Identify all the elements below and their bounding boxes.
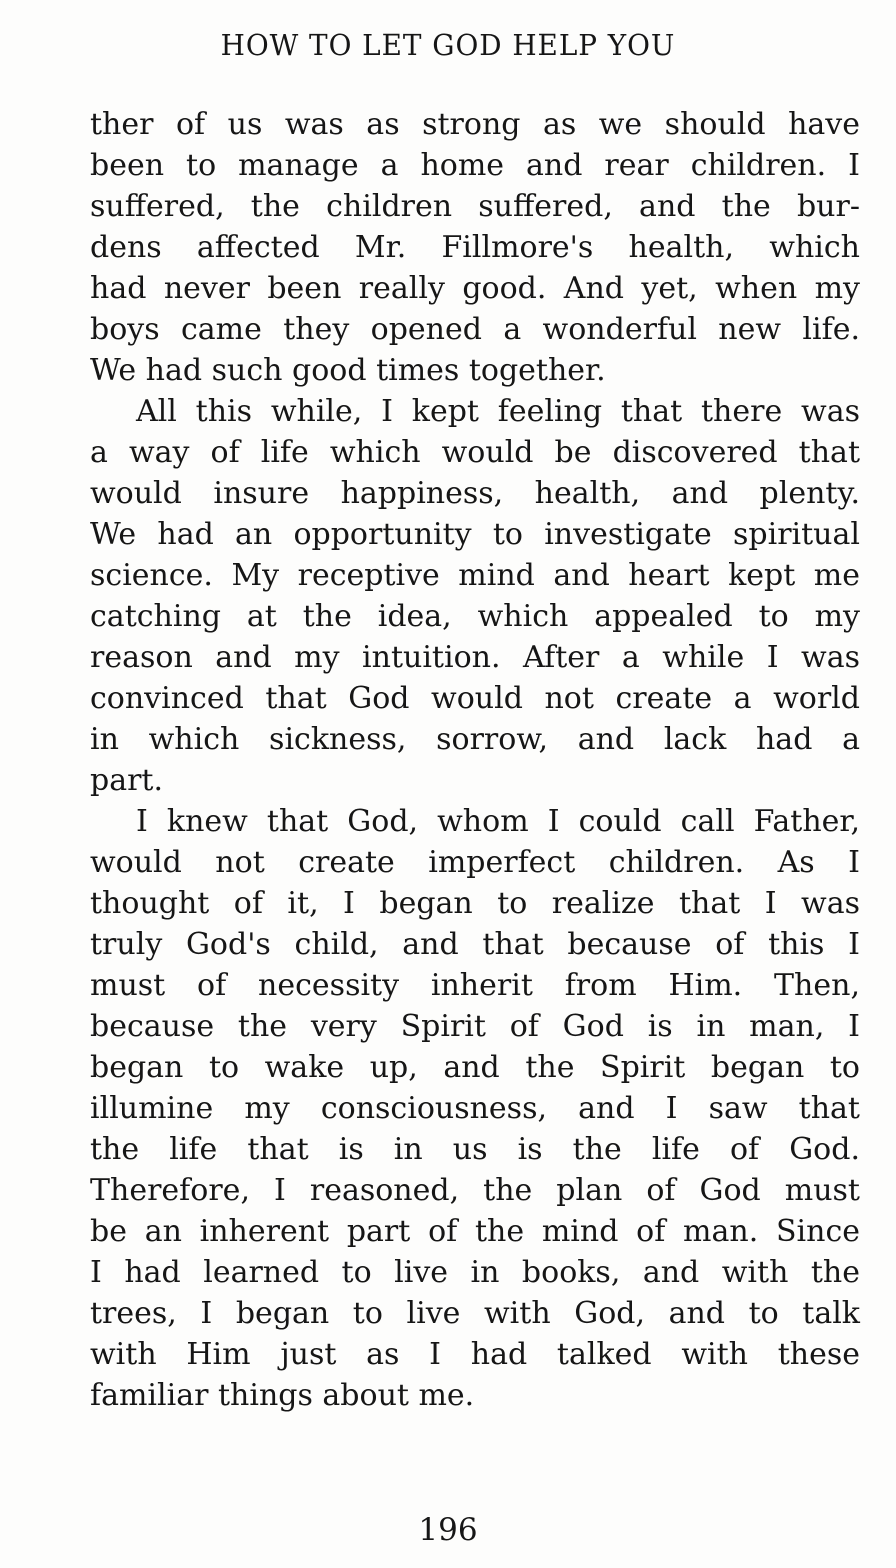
text-line: Therefore, I reasoned, the plan of God must [90, 1173, 860, 1208]
text-line: dens affected Mr. Fillmore's health, which [90, 230, 860, 265]
text-line: began to wake up, and the Spirit began to [90, 1050, 860, 1085]
text-line: be an inherent part of the mind of man. Since [90, 1214, 860, 1249]
text-line: convinced that God would not create a world [90, 681, 860, 716]
text-line: We had an opportunity to investigate spiritual [90, 517, 860, 552]
text-line: been to manage a home and rear children. I [90, 148, 860, 183]
text-line: thought of it, I began to realize that I was [90, 886, 860, 921]
text-line: I knew that God, whom I could call Father, [136, 804, 860, 839]
text-line: had never been really good. And yet, when my [90, 271, 860, 306]
text-line: We had such good times together. [90, 353, 606, 388]
text-line: truly God's child, and that because of this I [90, 927, 860, 962]
text-line: reason and my intuition. After a while I was [90, 640, 860, 675]
page-body [90, 104, 860, 1416]
text-line: would insure happiness, health, and plenty. [90, 476, 860, 511]
text-line: science. My receptive mind and heart kept me [90, 558, 860, 593]
text-line: would not create imperfect children. As I [90, 845, 860, 880]
text-line: familiar things about me. [90, 1378, 475, 1413]
text-line: must of necessity inherit from Him. Then, [90, 968, 860, 1003]
text-line: illumine my consciousness, and I saw that [90, 1091, 860, 1126]
text-line: All this while, I kept feeling that there was [136, 394, 860, 429]
page-number: 196 [418, 1512, 478, 1548]
text-line: suffered, the children suffered, and the bur- [90, 189, 860, 224]
text-line: ther of us was as strong as we should have [90, 107, 860, 142]
text-line: in which sickness, sorrow, and lack had a [90, 722, 860, 757]
text-line: trees, I began to live with God, and to talk [90, 1296, 860, 1331]
text-line: part. [90, 763, 164, 798]
text-line: boys came they opened a wonderful new life. [90, 312, 860, 347]
text-line: I had learned to live in books, and with the [90, 1255, 860, 1290]
text-line: the life that is in us is the life of God. [90, 1132, 860, 1167]
text-line: catching at the idea, which appealed to my [90, 599, 860, 634]
text-line: because the very Spirit of God is in man, I [90, 1009, 860, 1044]
running-header: HOW TO LET GOD HELP YOU [220, 28, 676, 62]
text-line: with Him just as I had talked with these [90, 1337, 860, 1372]
text-line: a way of life which would be discovered that [90, 435, 860, 470]
